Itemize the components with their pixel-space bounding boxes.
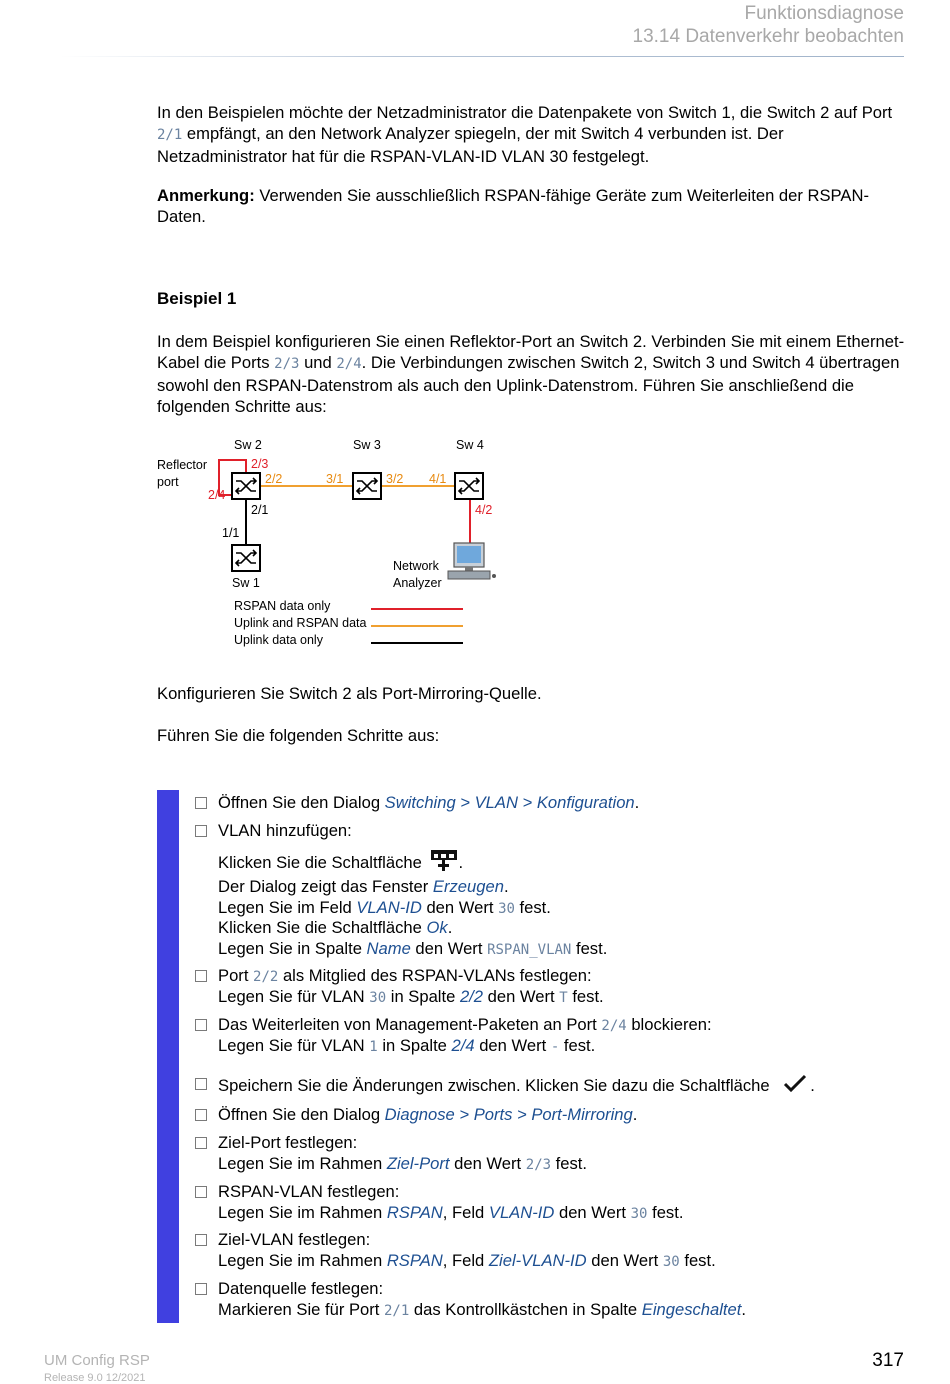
step-text: . (632, 1105, 638, 1124)
ui-path: Switching > VLAN > Konfiguration (384, 793, 635, 812)
step-text: Legen Sie für VLAN (218, 987, 370, 1006)
step-text: , Feld (442, 1203, 489, 1222)
footer-doc-title: UM Config RSP (44, 1352, 150, 1369)
ui-label: Name (366, 939, 411, 958)
step-checkbox[interactable] (195, 1109, 207, 1121)
computer-icon (448, 543, 496, 579)
step-text: den Wert (449, 1154, 526, 1173)
ui-label: Erzeugen (432, 877, 504, 896)
label-port-41: 4/1 (429, 472, 447, 486)
step-text: Klicken Sie die Schaltfläche (218, 918, 427, 937)
step-add-vlan-line-5 (218, 938, 607, 961)
step-text: den Wert (586, 1251, 663, 1270)
switch-sw3-icon (353, 473, 381, 499)
label-reflector-1: Reflector (157, 458, 208, 472)
intro-text-1: In den Beispielen möchte der Netzadministrator die Datenpakete von Switch 1, die Switch 2 auf Port (157, 103, 893, 122)
step-data-source-title: Datenquelle festlegen: (218, 1279, 384, 1298)
step-text: in Spalte (386, 987, 460, 1006)
header-section: 13.14 Datenverkehr beobachten (632, 26, 904, 47)
label-sw1: Sw 1 (232, 576, 260, 590)
step-text: den Wert (554, 1203, 631, 1222)
step-rspan-vlan-title: RSPAN-VLAN festlegen: (218, 1182, 400, 1201)
ui-label: 2/2 (459, 987, 484, 1006)
ui-label: Ziel-Port (386, 1154, 450, 1173)
step-text: den Wert (483, 987, 560, 1006)
step-text: fest. (514, 898, 551, 917)
value-code: 30 (369, 990, 387, 1006)
step-checkbox[interactable] (195, 1234, 207, 1246)
step-text: , Feld (442, 1251, 489, 1270)
step-block-mgmt-title (218, 1014, 712, 1037)
label-port-32: 3/2 (386, 472, 404, 486)
step-add-vlan-line-4 (218, 917, 452, 938)
value-code: 1 (369, 1039, 378, 1055)
step-text: fest. (559, 1036, 596, 1055)
label-port-31: 3/1 (326, 472, 344, 486)
label-analyzer-1: Network (393, 559, 439, 573)
step-dest-vlan-title: Ziel-VLAN festlegen: (218, 1230, 371, 1249)
intro-paragraph (157, 102, 907, 167)
step-text: . (458, 853, 464, 872)
step-text: Markieren Sie für Port (218, 1300, 384, 1319)
label-reflector-2: port (157, 475, 179, 489)
example-heading: Beispiel 1 (157, 289, 237, 308)
value-code: 2/4 (601, 1018, 627, 1034)
step-port-member-title (218, 965, 592, 988)
steps-intro-paragraph: Führen Sie die folgenden Schritte aus: (157, 726, 440, 745)
legend-rspan-label: RSPAN data only (234, 599, 331, 613)
value-code: 30 (630, 1206, 648, 1222)
step-text: Klicken Sie die Schaltfläche (218, 853, 427, 872)
label-port-11: 1/1 (222, 526, 240, 540)
step-text: fest. (647, 1203, 684, 1222)
step-text: das Kontrollkästchen in Spalte (409, 1300, 642, 1319)
step-checkbox[interactable] (195, 825, 207, 837)
switch-sw2-icon (232, 473, 260, 499)
step-text: . (634, 793, 640, 812)
ui-label: VLAN-ID (356, 898, 422, 917)
ui-label: Ziel-VLAN-ID (488, 1251, 587, 1270)
checkmark-icon[interactable] (780, 1073, 810, 1095)
ui-label: RSPAN (386, 1251, 443, 1270)
add-table-row-icon[interactable] (430, 848, 458, 872)
footer-release: Release 9.0 12/2021 (44, 1372, 146, 1384)
step-text: Port (218, 966, 254, 985)
step-text: Legen Sie im Rahmen (218, 1203, 387, 1222)
example-text-2: und (299, 353, 337, 372)
page-number: 317 (872, 1350, 904, 1371)
example-port-24: 2/4 (336, 356, 362, 372)
step-text: Legen Sie im Rahmen (218, 1251, 387, 1270)
step-text: . (810, 1076, 815, 1095)
step-text: . (741, 1300, 747, 1319)
step-dest-port-title: Ziel-Port festlegen: (218, 1133, 358, 1152)
step-text: in Spalte (377, 1036, 452, 1055)
ui-label: Eingeschaltet (641, 1300, 742, 1319)
ui-label: Ok (426, 918, 448, 937)
header-rule (60, 56, 904, 57)
label-port-24: 2/4 (208, 488, 226, 502)
step-text: blockieren: (626, 1015, 712, 1034)
step-text: Das Weiterleiten von Management-Paketen an Port (218, 1015, 602, 1034)
step-checkbox[interactable] (195, 970, 207, 982)
step-text: den Wert (421, 898, 499, 917)
value-code: 30 (498, 901, 515, 917)
step-text: den Wert (410, 939, 488, 958)
note-paragraph (157, 185, 907, 227)
example-paragraph (157, 331, 907, 417)
ui-label: 2/4 (451, 1036, 475, 1055)
label-port-21: 2/1 (251, 503, 269, 517)
step-rspan-vlan-line-2 (218, 1202, 683, 1225)
step-text: Speichern Sie die Änderungen zwischen. Klicken Sie dazu die Schaltfläche (218, 1076, 775, 1095)
ui-path: Diagnose > Ports > Port-Mirroring (384, 1105, 633, 1124)
step-save-changes (218, 1073, 815, 1096)
label-sw2: Sw 2 (234, 438, 262, 452)
step-text: Der Dialog zeigt das Fenster (218, 877, 433, 896)
network-diagram (150, 430, 510, 655)
label-sw3: Sw 3 (353, 438, 381, 452)
step-text: . (447, 918, 453, 937)
value-code: 2/1 (384, 1303, 410, 1319)
step-checkbox[interactable] (195, 1186, 207, 1198)
step-text: Öffnen Sie den Dialog (218, 1105, 385, 1124)
value-code: - (550, 1039, 560, 1055)
note-label: Anmerkung: (157, 186, 255, 205)
switch-sw4-icon (455, 473, 483, 499)
example-text-1: In dem Beispiel konfigurieren Sie einen Reflektor-Port an Switch 2. Verbinden Sie mit einem Ethernet-Kabel die Ports (157, 332, 905, 372)
label-sw4: Sw 4 (456, 438, 484, 452)
step-text: fest. (679, 1251, 716, 1270)
step-checkbox[interactable] (195, 797, 207, 809)
step-checkbox[interactable] (195, 1137, 207, 1149)
step-text: Legen Sie im Rahmen (218, 1154, 387, 1173)
step-text: . (503, 877, 509, 896)
header-chapter: Funktionsdiagnose (744, 3, 904, 24)
value-code: T (559, 990, 568, 1006)
step-checkbox[interactable] (195, 1019, 207, 1031)
step-add-vlan-line-2 (218, 876, 509, 897)
step-dest-port-line-2 (218, 1153, 587, 1176)
step-block-mgmt-line-2 (218, 1035, 595, 1058)
step-text: Öffnen Sie den Dialog (218, 793, 385, 812)
legend-both-label: Uplink and RSPAN data (234, 616, 367, 630)
step-add-vlan-title: VLAN hinzufügen: (218, 821, 352, 840)
note-text: Verwenden Sie ausschließlich RSPAN-fähige Geräte zum Weiterleiten der RSPAN-Daten. (157, 186, 869, 226)
ui-label: VLAN-ID (488, 1203, 555, 1222)
label-port-22: 2/2 (265, 472, 283, 486)
step-text: fest. (571, 939, 608, 958)
intro-port-code: 2/1 (157, 127, 183, 143)
switch-sw1-icon (232, 545, 260, 571)
step-checkbox[interactable] (195, 1078, 207, 1090)
step-port-member-line-2 (218, 986, 604, 1009)
step-add-vlan-line-1 (218, 848, 463, 873)
value-code: 30 (662, 1254, 680, 1270)
example-text-3: . Die Verbindungen zwischen Switch 2, Switch 3 und Switch 4 übertragen sowohl den RSPAN-Datenstrom als auch den Uplink-Datenstrom. Führen Sie anschließend die folgenden Schritte aus: (157, 353, 900, 416)
step-open-mirroring-dialog (218, 1104, 637, 1125)
step-text: fest. (551, 1154, 588, 1173)
legend-uplink-label: Uplink data only (234, 633, 323, 647)
configure-paragraph: Konfigurieren Sie Switch 2 als Port-Mirroring-Quelle. (157, 684, 542, 703)
intro-text-2: empfängt, an den Network Analyzer spiegeln, der mit Switch 4 verbunden ist. Der Netzadministrator hat für die RSPAN-VLAN-ID VLAN 30 festgelegt. (157, 124, 784, 166)
step-text: Legen Sie in Spalte (218, 939, 367, 958)
step-text: Legen Sie für VLAN (218, 1036, 370, 1055)
procedure-bar (157, 790, 179, 1323)
value-code: 2/2 (253, 969, 279, 985)
ui-label: RSPAN (386, 1203, 443, 1222)
step-open-vlan-dialog (218, 792, 639, 813)
label-analyzer-2: Analyzer (393, 576, 442, 590)
step-text: den Wert (474, 1036, 551, 1055)
step-checkbox[interactable] (195, 1283, 207, 1295)
label-port-42: 4/2 (475, 503, 493, 517)
step-text: als Mitglied des RSPAN-VLANs festlegen: (278, 966, 592, 985)
step-text: fest. (567, 987, 604, 1006)
value-code: 2/3 (525, 1157, 552, 1173)
label-port-23: 2/3 (251, 457, 269, 471)
step-data-source-line-2 (218, 1299, 746, 1322)
step-text: Legen Sie im Feld (218, 898, 357, 917)
example-port-23: 2/3 (274, 356, 300, 372)
value-code: RSPAN_VLAN (487, 942, 572, 958)
step-dest-vlan-line-2 (218, 1250, 716, 1273)
